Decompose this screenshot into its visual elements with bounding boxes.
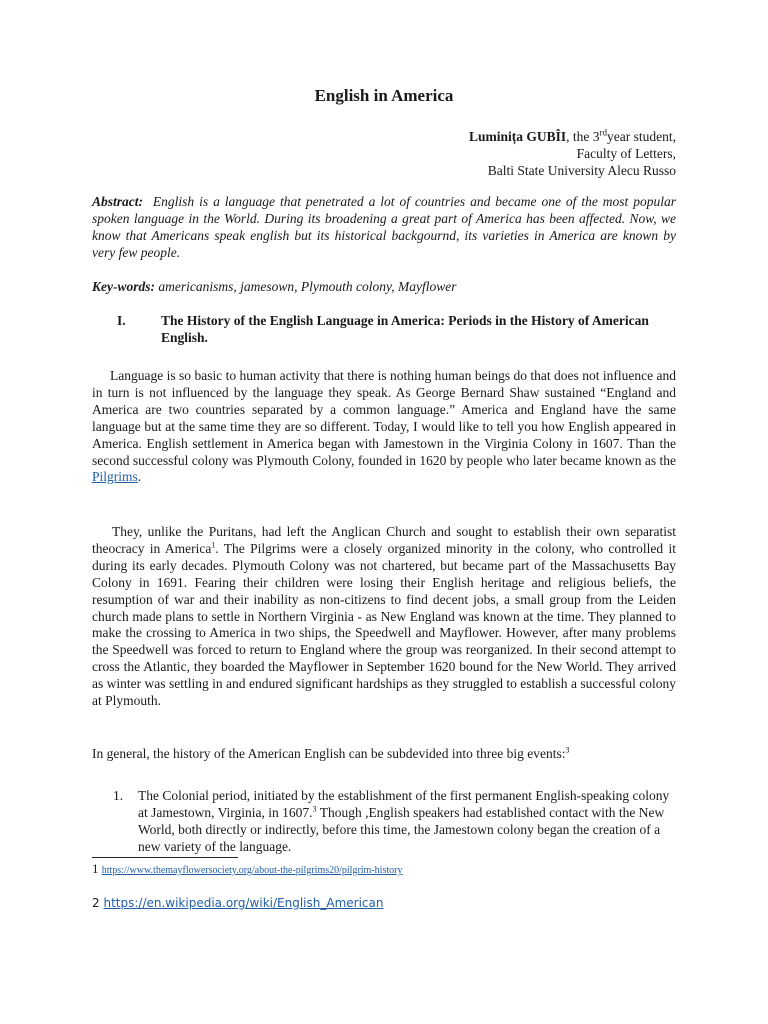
section-title: The History of the English Language in America: Periods in the History of American English. <box>161 313 649 345</box>
list-item-part1: The Colonial period, initiated by the establishment of the first permanent English-speaking colony at Jamestown, Virginia, in 1607. <box>138 788 670 820</box>
abstract <box>92 194 676 262</box>
page-title: English in America <box>314 86 454 105</box>
list-item-text <box>138 788 676 856</box>
author-faculty: Faculty of Letters, <box>576 146 676 161</box>
footnote-1-link[interactable]: https://www.themayflowersociety.org/about-the-pilgrims20/pilgrim-history <box>101 865 403 876</box>
footnote-ref-3b[interactable]: 3 <box>312 804 317 814</box>
paragraph-3 <box>92 746 676 763</box>
paragraph-3-text: In general, the history of the American English can be subdevided into three big events: <box>92 746 566 761</box>
abstract-text: English is a language that penetrated a lot of countries and became one of the most popular spoken language in the World. During its broadening a great part of America has been affected. Now, we know that Americans speak english but its historical backgournd, its varieties in America are known by very few people. <box>92 194 677 260</box>
author-role-post: year student, <box>607 129 676 144</box>
paragraph-1-text: Language is so basic to human activity that there is nothing human beings do that does not influence and in turn is not influenced by the language they speak. As George Bernard Shaw sustained “England and America are two countries separated by a common language.” America and England have the same language but at the same time they are so different. Today, I would like to tell you how English appeared in America. English settlement in America began with Jamestown in the Virginia Colony in 1607. Than the second successful colony was Plymouth Colony, founded in 1620 by people who later became known as the <box>92 368 676 468</box>
paragraph-2-part2: . The Pilgrims were a closely organized minority in the colony, who controlled it during its early decades. Plymouth Colony was not chartered, but became part of the Massachusetts Bay Colony in 1691. Fearing their children were losing their English heritage and religious beliefs, the resumption of war and their inability as non-citizens to find decent jobs, a small group from the Leiden church made plans to settle in Northern Virginia - as New England was known at the time. They planned to make the crossing to America in two ships, the Speedwell and Mayflower. However, after many problems the Speedwell was forced to return to England where the group was reorganized. In their second attempt to cross the Atlantic, they boarded the Mayflower in September 1620 bound for the New World. They arrived as winter was settling in and endured significant hardships as they struggled to establish a successful colony at Plymouth. <box>92 540 676 709</box>
footnote-ref-3a[interactable]: 3 <box>565 745 570 755</box>
author-role-pre: , the 3 <box>566 129 600 144</box>
author-block <box>276 128 676 179</box>
author-university: Balti State University Alecu Russo <box>487 163 676 178</box>
footnote-1 <box>92 861 402 877</box>
paragraph-2-part1: They, unlike the Puritans, had left the Anglican Church and sought to establish their own separatist theocracy in America <box>92 524 676 556</box>
footnote-2-link[interactable]: https://en.wikipedia.org/wiki/English_American <box>103 896 384 910</box>
list-item-part2: Though ,English speakers had established contact with the New World, both directly or indirectly, before this time, the Jamestown colony began the creation of a new variety of the language. <box>138 804 665 854</box>
author-name: Luminița GUBÎI <box>468 129 567 144</box>
pilgrims-link[interactable]: Pilgrims <box>92 469 138 485</box>
author-role-sup: rd <box>599 127 608 138</box>
abstract-label: Abstract: <box>92 194 144 209</box>
keywords-text: americanisms, jamesown, Plymouth colony, Mayflower <box>158 279 457 294</box>
footnote-2 <box>92 896 383 910</box>
keywords <box>92 279 676 296</box>
footnote-ref-1[interactable]: 1 <box>211 540 216 550</box>
section-number: I. <box>117 313 126 328</box>
paragraph-1 <box>92 368 676 486</box>
paragraph-2 <box>92 524 676 710</box>
footnote-divider <box>92 857 238 858</box>
footnote-1-number: 1 <box>92 861 99 876</box>
paragraph-1-end: . <box>137 469 142 485</box>
keywords-label: Key-words: <box>92 279 155 294</box>
author-line <box>276 128 676 145</box>
list-item-number: 1. <box>113 788 124 803</box>
footnote-2-number: 2 <box>92 896 100 910</box>
